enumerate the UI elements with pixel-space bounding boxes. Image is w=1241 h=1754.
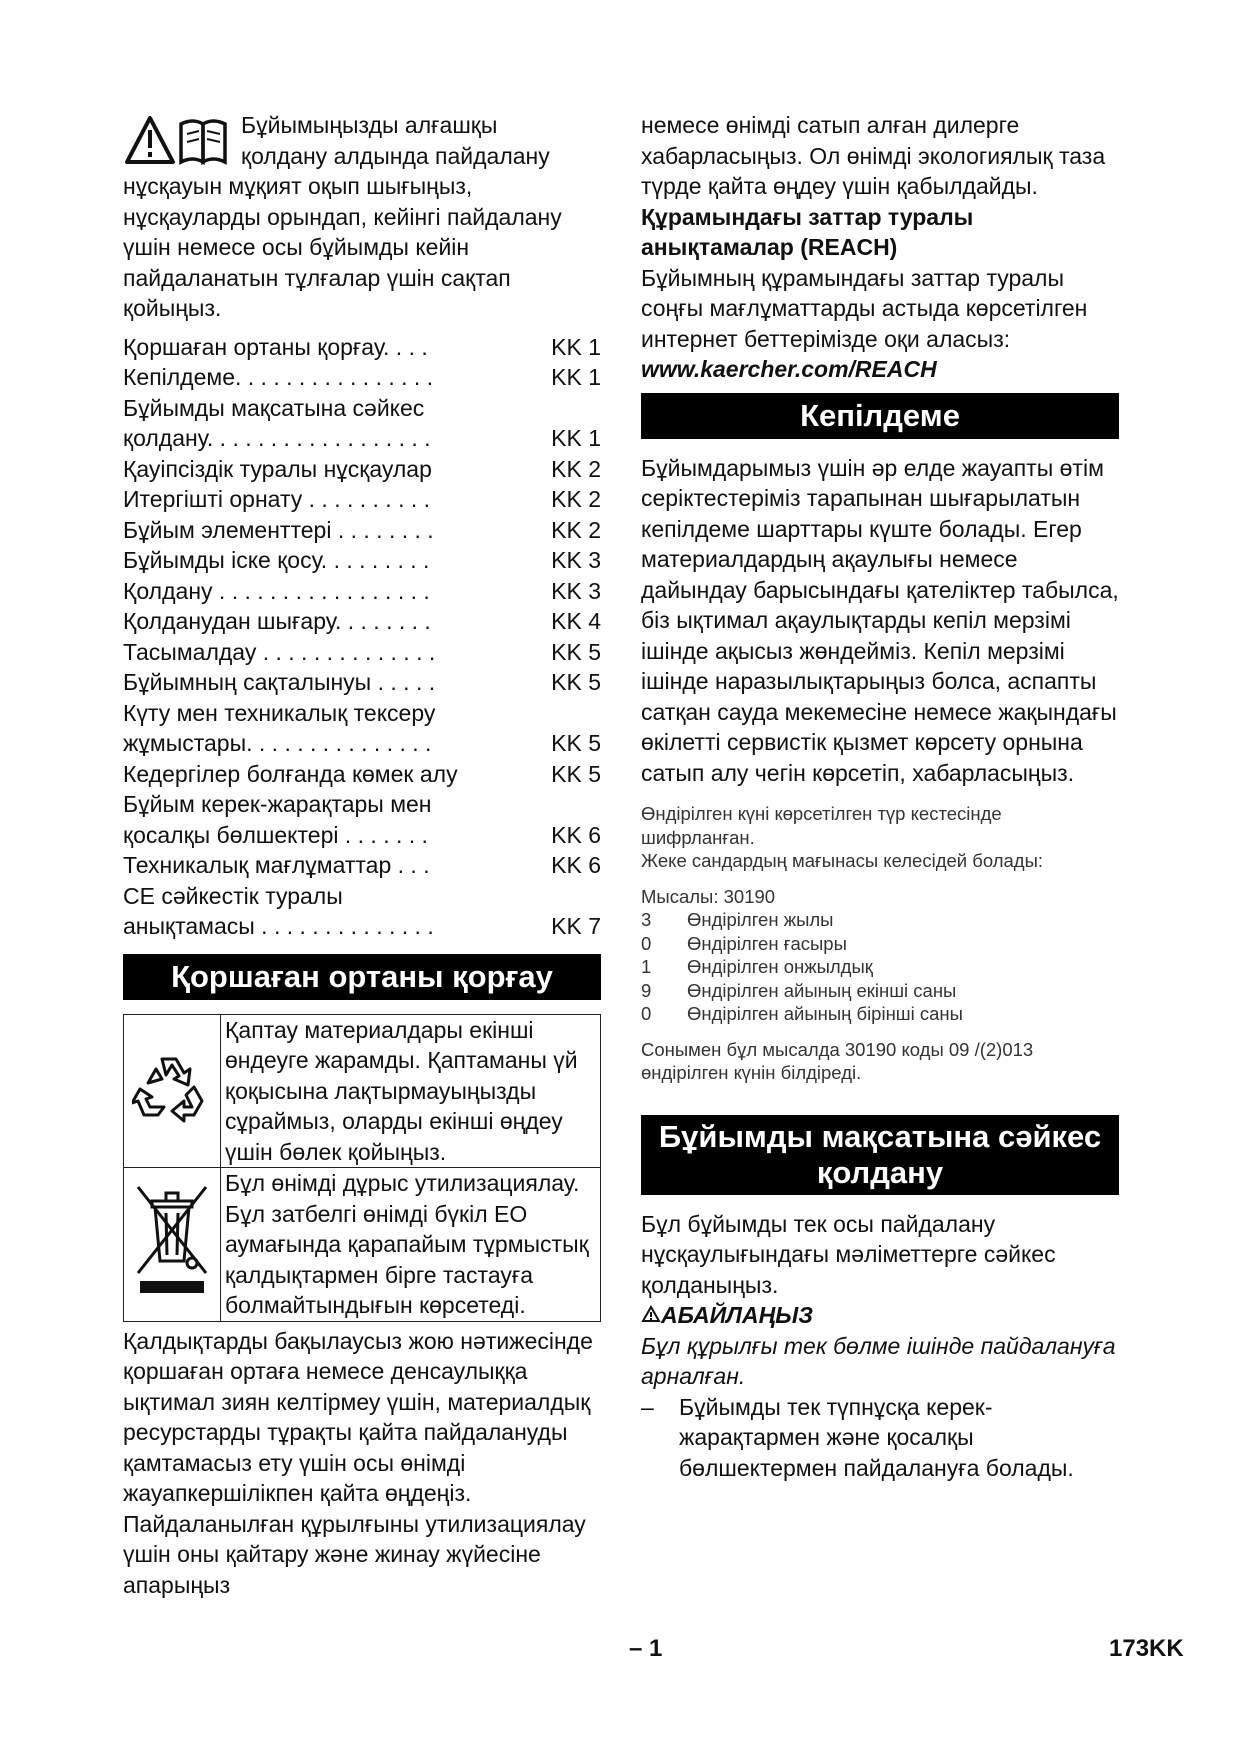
code-row: 9 Өндірілген айының екінші саны xyxy=(641,979,957,1001)
toc-row[interactable]: анықтамасы . . . . . . . . . . . . . . KK 7 xyxy=(123,913,601,939)
crossed-bin-icon xyxy=(132,1181,212,1301)
example-label: Мысалы: 30190 xyxy=(641,885,776,907)
reach-text: Бұйымның құрамындағы заттар туралы соңғы мағлұматтарды астыда көрсетілген интернет беттерімізде оқи аласыз: xyxy=(641,264,1088,352)
intended-use-heading: Бұйымды мақсатына сәйкес қолдану xyxy=(641,1115,1119,1195)
toc-row-first-line[interactable]: Бұйым керек-жарақтары мен xyxy=(123,791,432,817)
example-result: Сонымен бұл мысалда 30190 коды 09 /(2)013 өндірілген күнін білдіреді. xyxy=(641,1038,1034,1083)
date-line1: Өндірілген күні көрсетілген түр кестесінде шифрланған. xyxy=(641,803,1002,848)
right-column xyxy=(641,110,1119,1483)
toc-row[interactable]: Бұйым элементтері . . . . . . . . KK 2 xyxy=(123,516,601,543)
recycle-icon xyxy=(132,1047,212,1127)
toc-row[interactable]: Кепілдеме. . . . . . . . . . . . . . . . KK 1 xyxy=(123,364,601,390)
attention-text: Бұл құрылғы тек бөлме ішінде пайдалануға арналған. xyxy=(641,1332,1116,1389)
toc-row[interactable]: Қоршаған ортаны қорғау. . . . KK 1 xyxy=(123,333,601,360)
recycle-cell xyxy=(124,1014,221,1168)
recycle-text: Қаптау материалдары екінші өндеуге жарамды. Қаптаманы үй қоқысына лақтырмауыңызды сұраймыз, оларды екінші өңдеу үшін бөлек қойыңыз. xyxy=(221,1014,601,1168)
toc-row[interactable]: Қолданудан шығару. . . . . . . . KK 4 xyxy=(123,608,601,634)
warranty-text: Бұйымдарымыз үшін әр елде жауапты өтім серіктестеріміз тарапынан шығарылатын кепілдеме шарттары күште болады. Егер материалдардың ақаулығы немесе дайындау барысындағы қателіктер табылса, біз ықтимал ақаулықтарды кепіл мерзімі ішінде ақысыз жөндейміз. Кепіл мерзімі ішінде наразылықтарыңыз болса, аспапты сатқан сауда мекемесіне немесе жақындағы өкілетті сервистік қызмет көрсету орнына сатып алу чегін көрсетіп, хабарласыңыз. xyxy=(641,454,1119,786)
reach-url-link[interactable]: www.kaercher.com/REACH xyxy=(641,356,937,382)
code-row: 0 Өндірілген айының бірінші саны xyxy=(641,1003,963,1024)
toc-row[interactable]: Тасымалдау . . . . . . . . . . . . . . KK 5 xyxy=(123,638,601,665)
weee-text: Бұл өнімді дұрыс утилизациялау. Бұл затбелгі өнімді бүкіл ЕО аумағында қарапайым тұрмыстық қалдықтармен бірге тастауға болмайтындығын көрсетеді. xyxy=(221,1168,601,1322)
intended-use-text: Бұл бұйымды тек осы пайдалану нұсқаулығындағы мәліметтерге сәйкес қолданыңыз. xyxy=(641,1210,1056,1298)
toc-row-first-line[interactable]: Бұйымды мақсатына сәйкес xyxy=(123,394,425,421)
toc-row[interactable]: Итергішті орнату . . . . . . . . . . KK 2 xyxy=(123,486,601,512)
table-of-contents xyxy=(123,332,601,942)
warranty-heading: Кепілдеме xyxy=(641,393,1119,439)
page-number: – 1 xyxy=(629,1635,663,1662)
code-row: 0 Өндірілген ғасыры xyxy=(641,932,847,954)
toc-row[interactable]: қосалқы бөлшектері . . . . . . . KK 6 xyxy=(123,821,601,848)
intro-text: нұсқауын мұқият оқып шығыңыз, нұсқауларды орындап, кейінгі пайдалану үшін немесе осы бұйымды кейін пайдаланатын тұлғалар үшін сақтап қойыңыз. xyxy=(123,173,562,321)
toc-row-first-line[interactable]: Күту мен техникалық тексеру xyxy=(123,699,436,726)
intro-block xyxy=(123,110,601,324)
toc-row[interactable]: Техникалық мағлұматтар . . . KK 6 xyxy=(123,852,601,878)
toc-row[interactable]: Бұйымның сақталынуы . . . . . KK 5 xyxy=(123,669,601,695)
toc-row-first-line[interactable]: CE сәйкестік туралы xyxy=(123,882,343,909)
attention-label: АБАЙЛАҢЫЗ xyxy=(641,1300,1119,1331)
toc-row[interactable]: жұмыстары. . . . . . . . . . . . . . . KK 5 xyxy=(123,730,601,756)
environment-text-continued: немесе өнімді сатып алған дилерге хабарласыңыз. Ол өнімді экологиялық таза түрде қайта өңдеу үшін қабылдайды. xyxy=(641,112,1106,199)
date-line2: Жеке сандардың мағынасы келесідей болады: xyxy=(641,850,1044,871)
toc-row[interactable]: Қолдану . . . . . . . . . . . . . . . . . KK 3 xyxy=(123,577,601,604)
toc-row[interactable]: Бұйымды іске қосу. . . . . . . . . KK 3 xyxy=(123,547,601,573)
page-code: 173KK xyxy=(1109,1635,1184,1662)
intro-icons xyxy=(123,112,233,170)
environment-heading: Қоршаған ортаны қорғау xyxy=(123,954,601,1000)
code-row: 1 Өндірілген онжылдық xyxy=(641,956,873,977)
left-column xyxy=(123,110,601,1600)
production-date-block xyxy=(641,802,1119,1085)
intro-line2: қолдану алдында пайдалану xyxy=(241,142,550,169)
warning-manual-icon xyxy=(123,112,233,170)
reach-title: Құрамындағы заттар туралы анықтамалар (REACH) xyxy=(641,203,974,260)
intro-line1: Бұйымыңызды алғашқы xyxy=(241,112,498,138)
toc-row[interactable]: Кедергілер болғанда көмек алу KK 5 xyxy=(123,760,601,787)
environment-text: Қалдықтарды бақылаусыз жою нәтижесінде қоршаған ортаға немесе денсаулыққа ықтимал зиян келтірмеу үшін, материалдық ресурстарды тұрақты қайта пайдалануды қамтамасыз ету үшін осы өнімді жауапкершілікпен қайта өңдеңіз. Пайдаланылған құрылғыны утилизациялау үшін оны қайтару және жинау жүйесіне апарыңыз xyxy=(123,1327,593,1598)
weee-cell xyxy=(124,1168,221,1322)
warning-icon xyxy=(641,1305,661,1323)
toc-row[interactable]: Қауіпсіздік туралы нұсқаулар KK 2 xyxy=(123,455,601,482)
toc-row[interactable]: қолдану. . . . . . . . . . . . . . . . . . KK 1 xyxy=(123,425,601,451)
code-row: 3 Өндірілген жылы xyxy=(641,909,834,930)
environment-table xyxy=(123,1014,601,1322)
bullet-item: – Бұйымды тек түпнұсқа керек-жарақтармен және қосалқы бөлшектермен пайдалануға болады. xyxy=(641,1393,1074,1481)
